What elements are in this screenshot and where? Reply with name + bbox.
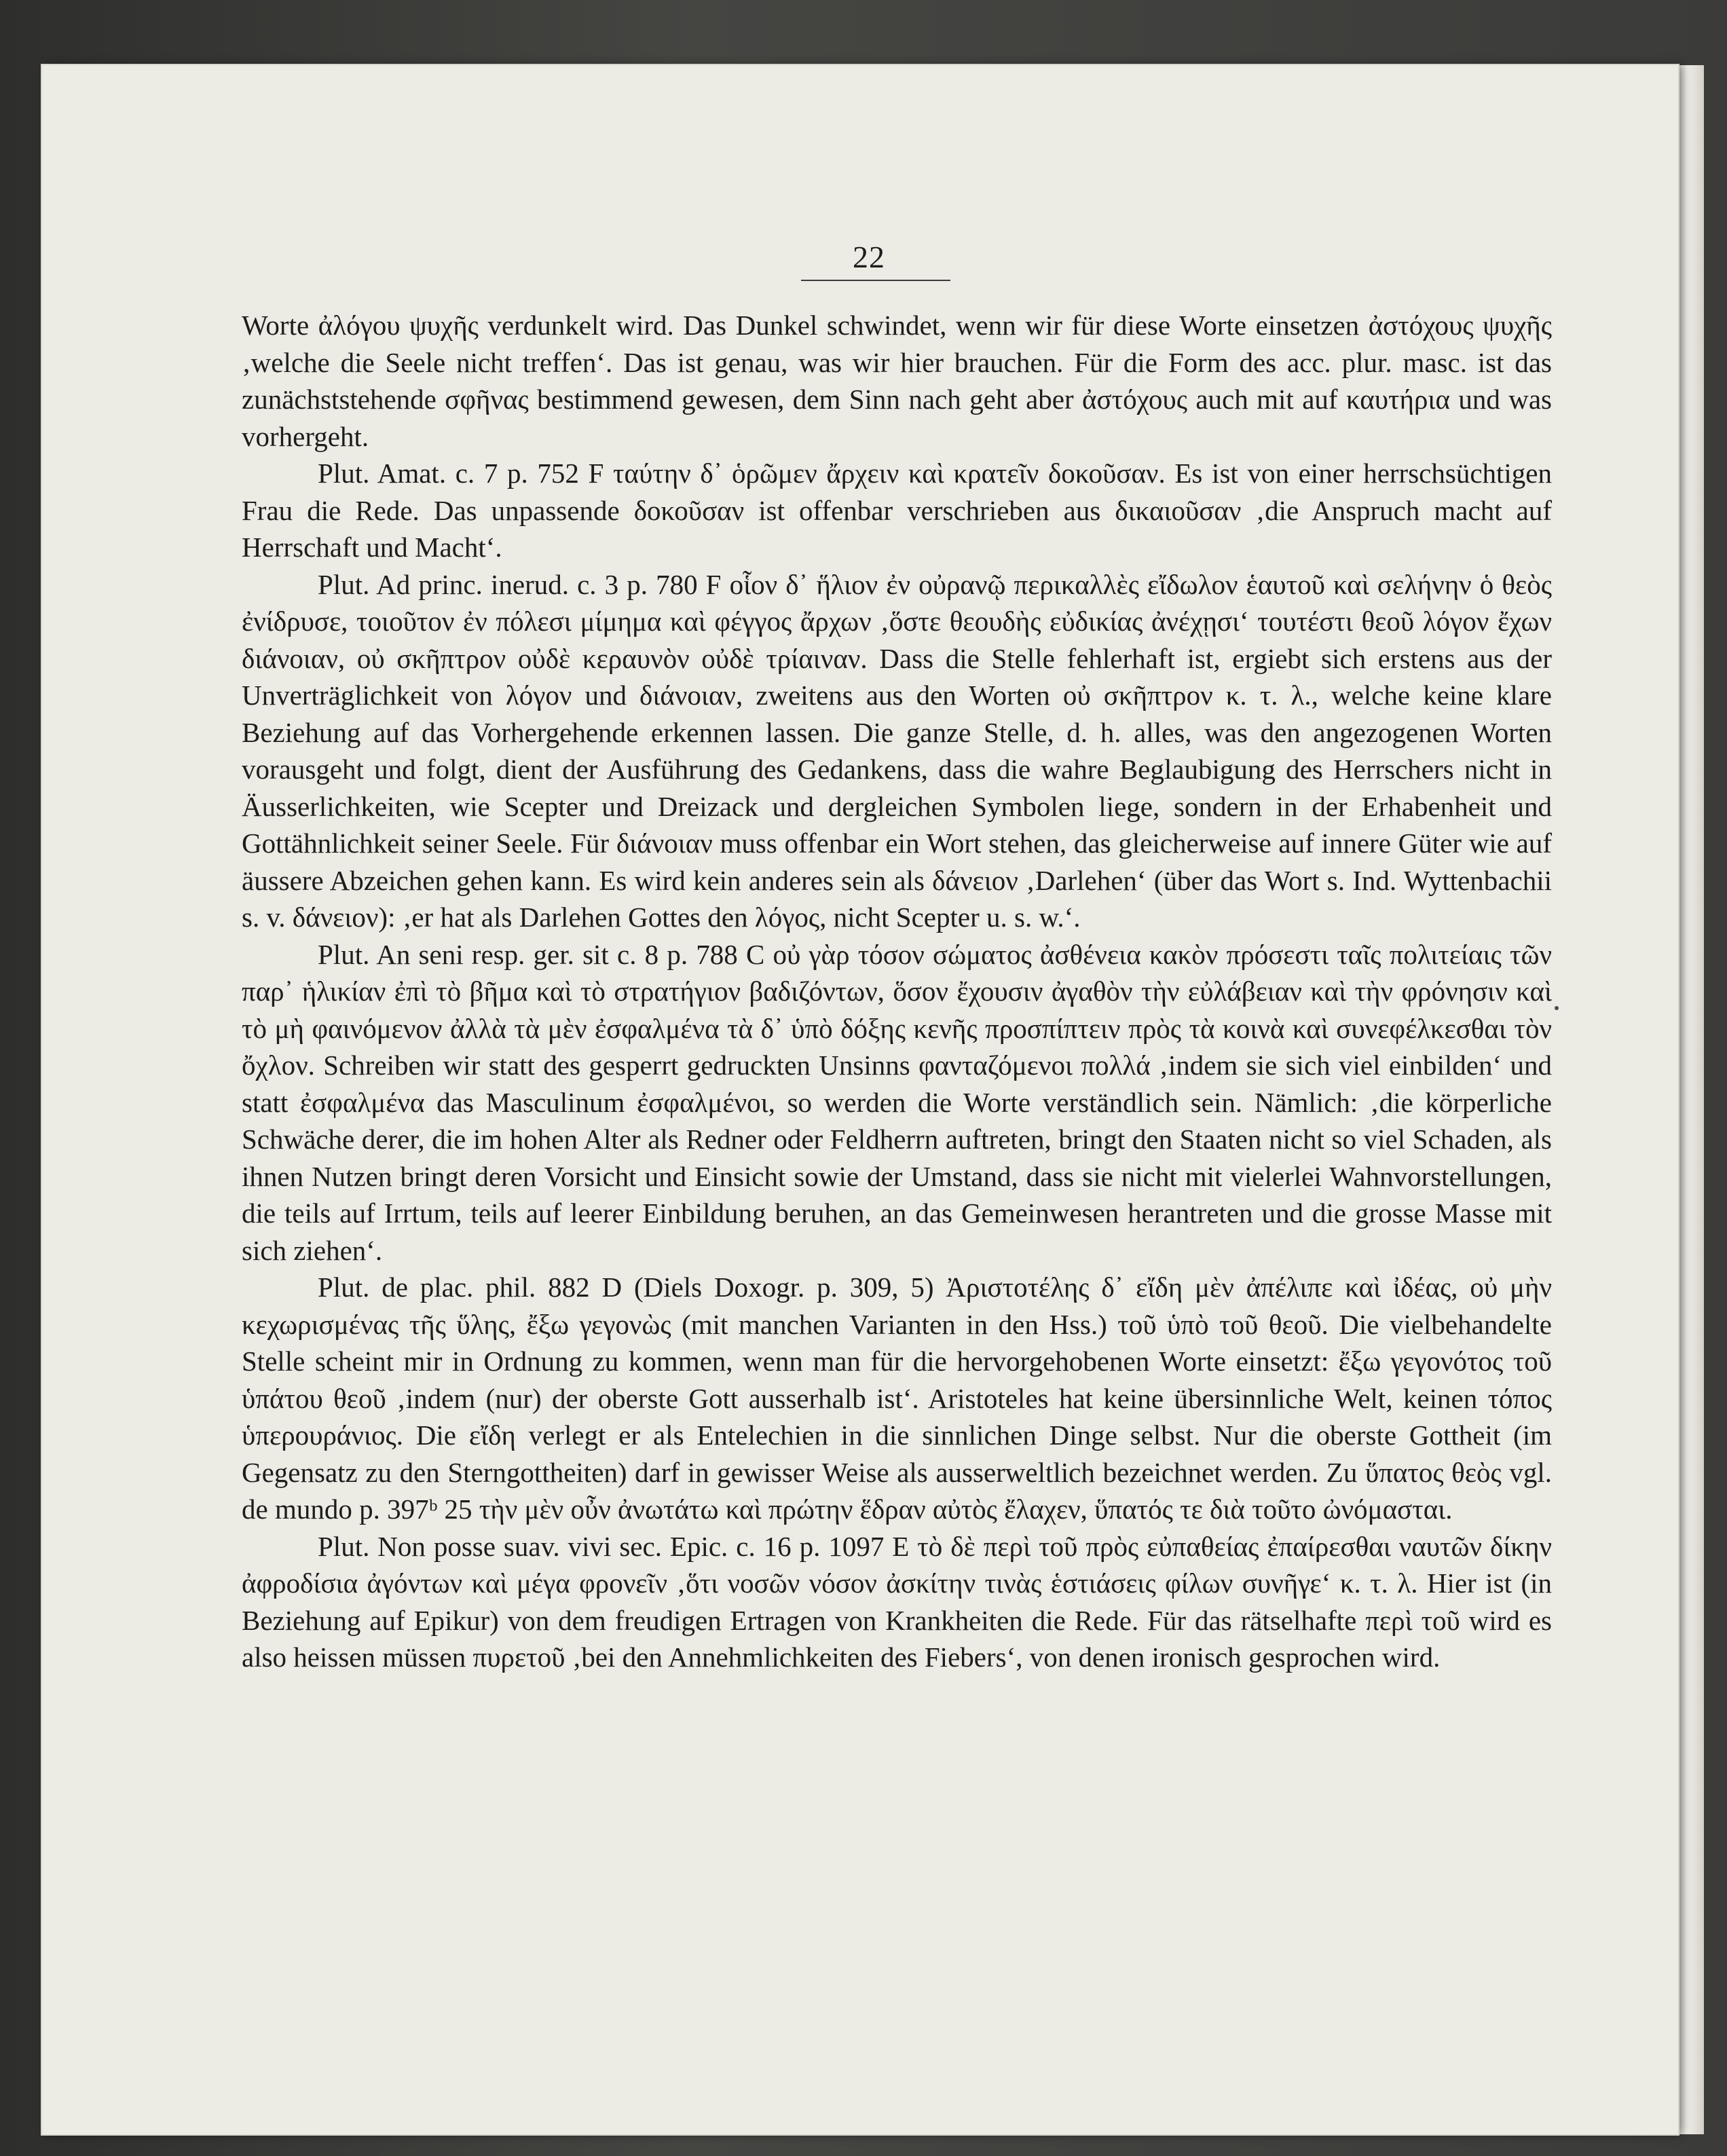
paragraph-4: Plut. An seni resp. ger. sit c. 8 p. 788 C οὐ γὰρ τόσον σώματος ἀσθένεια κακὸν πρόσεστι ταῖς πολιτείαις τῶν παρ᾽ ἡλικίαν ἐπὶ τὸ βῆμα καὶ τὸ στρατήγιον βαδιζόντων, ὅσον ἔχουσιν ἀγαθὸν τὴν εὐλάβειαν καὶ τὴν φρόνησιν καὶ τὸ μὴ φαινόμενον ἀλλὰ τὰ μὲν ἐσφαλμένα τὰ δ᾽ ὑπὸ δόξης κενῆς προσπίπτειν πρὸς τὰ κοινὰ καὶ συνεφέλκεσθαι τὸν ὄχλον. Schreiben wir statt des gesperrt gedruckten Unsinns φανταζόμενοι πολλά ‚indem sie sich viel einbilden‘ und statt ἐσφαλμένα das Masculinum ἐσφαλμένοι, so werden die Worte verständlich sein. Nämlich: ‚die körperliche Schwäche derer, die im hohen Alter als Redner oder Feldherrn auftreten, bringt den Staaten nicht so viel Schaden, als ihnen Nutzen bringt deren Vorsicht und Einsicht sowie der Umstand, dass sie nicht mit vielerlei Wahnvorstellungen, die teils auf Irrtum, teils auf leerer Einbildung beruhen, an das Gemeinwesen herantreten und die grosse Masse mit sich ziehen‘.	[242, 938, 1552, 1266]
page-edge	[1678, 65, 1704, 2134]
paragraph-6: Plut. Non posse suav. vivi sec. Epic. c. 16 p. 1097 E τὸ δὲ περὶ τοῦ πρὸς εὐπαθείας ἐπαίρεσθαι ναυτῶν δίκην ἀφροδίσια ἀγόντων καὶ μέγα φρονεῖν ‚ὅτι νοσῶν νόσον ἀσκίτην τινὰς ἑστιάσεις φίλων συνῆγε‘ κ. τ. λ. Hier ist (in Beziehung auf Epikur) von dem freudigen Ertragen von Krankheiten die Rede. Für das rätselhafte περὶ τοῦ wird es also heissen müssen πυρετοῦ ‚bei den Annehmlichkeiten des Fiebers‘, von denen ironisch gesprochen wird.	[242, 1530, 1552, 1673]
paragraph-5: Plut. de plac. phil. 882 D (Diels Doxogr. p. 309, 5) Ἀριστοτέλης δ᾽ εἴδη μὲν ἀπέλιπε καὶ ἰδέας, οὐ μὴν κεχωρισμένας τῆς ὕλης, ἔξω γεγονὼς (mit manchen Varianten in den Hss.) τοῦ ὑπὸ τοῦ θεοῦ. Die vielbehandelte Stelle scheint mir in Ordnung zu kommen, wenn man für die hervorgehobenen Worte einsetzt: ἔξω γεγονότος τοῦ ὑπάτου θεοῦ ‚indem (nur) der oberste Gott ausserhalb ist‘. Aristoteles hat keine übersinnliche Welt, keinen τόπος ὑπερουράνιος. Die εἴδη verlegt er als Entelechien in die sinnlichen Dinge selbst. Nur die oberste Gottheit (im Gegensatz zu den Sterngottheiten) darf in gewisser Weise als ausserweltlich bezeichnet werden. Zu ὕπατος θεὸς vgl. de mundo p. 397ᵇ 25 τὴν μὲν οὖν ἀνωτάτω καὶ πρώτην ἕδραν αὐτὸς ἔλαχεν, ὕπατός τε διὰ τοῦτο ὠνόμασται.	[242, 1271, 1552, 1525]
margin-speck	[1555, 1006, 1559, 1010]
page-number: 22	[853, 240, 885, 274]
body-text	[242, 307, 1552, 1676]
paragraph-1: Worte ἀλόγου ψυχῆς verdunkelt wird. Das Dunkel schwindet, wenn wir für diese Worte einsetzen ἀστόχους ψυχῆς ‚welche die Seele nicht treffen‘. Das ist genau, was wir hier brauchen. Für die Form des acc. plur. masc. ist das zunächststehende σφῆνας bestimmend gewesen, dem Sinn nach geht aber ἀστόχους auch mit auf καυτήρια und was vorhergeht.	[242, 310, 1552, 452]
paragraph-3: Plut. Ad princ. inerud. c. 3 p. 780 F οἷον δ᾽ ἥλιον ἐν οὐρανῷ περικαλλὲς εἴδωλον ἑαυτοῦ καὶ σελήνην ὁ θεὸς ἐνίδρυσε, τοιοῦτον ἐν πόλεσι μίμημα καὶ φέγγος ἄρχων ‚ὅστε θεουδὴς εὐδικίας ἀνέχῃσι‘ τουτέστι θεοῦ λόγον ἔχων διάνοιαν, οὐ σκῆπτρον οὐδὲ κεραυνὸν οὐδὲ τρίαιναν. Dass die Stelle fehlerhaft ist, ergiebt sich erstens aus der Unverträglichkeit von λόγον und διάνοιαν, zweitens aus den Worten οὐ σκῆπτρον κ. τ. λ., welche keine klare Beziehung auf das Vorhergehende erkennen lassen. Die ganze Stelle, d. h. alles, was den angezogenen Worten vorausgeht und folgt, dient der Ausführung des Gedankens, dass die wahre Beglaubigung des Herrschers nicht in Äusserlichkeiten, wie Scepter und Dreizack und dergleichen Symbolen liege, sondern in der Erhabenheit und Gottähnlichkeit seiner Seele. Für διάνοιαν muss offenbar ein Wort stehen, das gleicherweise auf innere Güter wie auf äussere Abzeichen gehen kann. Es wird kein anderes sein als δάνειον ‚Darlehen‘ (über das Wort s. Ind. Wyttenbachii s. v. δάνειον): ‚er hat als Darlehen Gottes den λόγος, nicht Scepter u. s. w.‘.	[242, 568, 1552, 933]
paragraph-2: Plut. Amat. c. 7 p. 752 F ταύτην δ᾽ ὁρῶμεν ἄρχειν καὶ κρατεῖν δοκοῦσαν. Es ist von einer herrschsüchtigen Frau die Rede. Das unpassende δοκοῦσαν ist offenbar verschrieben aus δικαιοῦσαν ‚die Anspruch macht auf Herrschaft und Macht‘.	[242, 458, 1552, 563]
page-number-rule	[801, 280, 950, 281]
